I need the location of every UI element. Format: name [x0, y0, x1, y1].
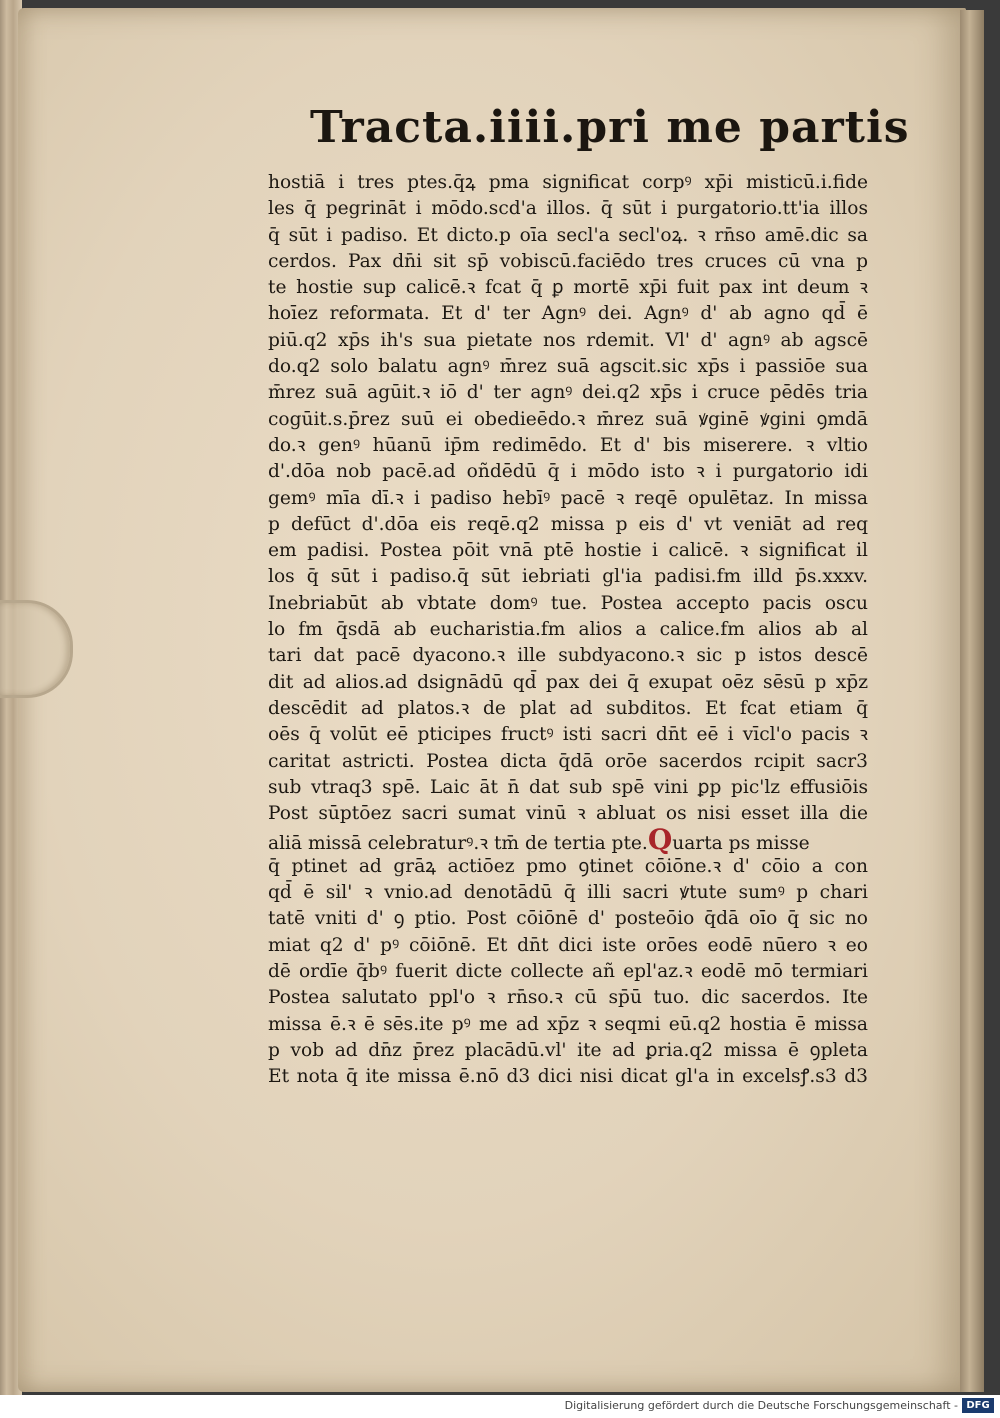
text-line: cerdos. Pax dn̄i sit sp̄ vobiscū.faciēdo tres cruces cū vna p — [268, 250, 868, 272]
text-line: dē ordīe q̄bꝰ fuerit dicte collecte añ epl'az.ꝛ eodē mō termiari — [268, 960, 868, 982]
text-line: tatē vniti d' ꝯ ptio. Post cōiōnē d' posteōio q̄dā oīo q̄ sic no — [268, 908, 868, 930]
text-line: Postea salutato ppl'o ꝛ rn̄so.ꝛ cū sp̄ū tuo. dic sacerdos. Ite — [268, 987, 868, 1009]
text-line: los q̄ sūt i padiso.q̄ sūt iebriati gl'ia padisi.fm illd p̄s.xxxv. — [268, 566, 868, 588]
text-line: oēs q̄ volūt eē pticipes fructꝰ isti sacri dn̄t eē i vīcl'o pacis ꝛ — [268, 724, 868, 746]
text-line: Inebriabūt ab vbtate domꝰ tue. Postea accepto pacis oscu — [268, 592, 868, 614]
text-line: descēdit ad platos.ꝛ de plat ad subditos. Et fcat etiam q̄ — [268, 697, 868, 719]
text-line: m̄rez suā agūit.ꝛ iō d' ter agnꝰ dei.q2 xp̄s i cruce pēdēs tria — [268, 382, 868, 404]
text-line: hostiā i tres ptes.q̄ꝝ pma significat corpꝰ xp̄i misticū.i.fide — [268, 172, 868, 193]
text-line: hoīez reformata. Et d' ter Agnꝰ dei. Agnꝰ d' ab agno qd̄ ē — [268, 303, 868, 325]
funding-credit: Digitalisierung gefördert durch die Deutsche Forschungsgemeinschaft - — [564, 1399, 958, 1412]
body-text — [268, 170, 868, 1090]
text-line: Et nota q̄ ite missa ē.nō d3 dici nisi dicat gl'a in excelsꝭ.s3 d3 — [268, 1066, 868, 1088]
text-line: lo fm q̄sdā ab eucharistia.fm alios a calice.fm alios ab al — [268, 619, 868, 641]
text-line: caritat astricti. Postea dicta q̄dā orōe sacerdos rcipit sacr3 — [268, 750, 868, 772]
right-binding-edge — [960, 10, 984, 1392]
text-line: Post sūptōez sacri sumat vinū ꝛ abluat os nisi esset illa die — [268, 803, 868, 825]
text-line: missa ē.ꝛ ē sēs.ite pꝰ me ad xp̄z ꝛ seqmi eū.q2 hostia ē missa — [268, 1013, 868, 1035]
text-line: gemꝰ mīa dī.ꝛ i padiso hebīꝰ pacē ꝛ reqē opulētaz. In missa — [268, 487, 868, 509]
text-line-with-rubric — [268, 827, 868, 853]
text-line-tail: uarta ps misse — [672, 833, 810, 854]
text-line: p vob ad dn̄z p̄rez placādū.vl' ite ad ꝑria.q2 missa ē ꝯpleta — [268, 1039, 868, 1061]
text-line: cogūit.s.p̄rez suū ei obedieēdo.ꝛ m̄rez suā ꝟginē ꝟgini ꝯmdā — [268, 408, 868, 430]
dfg-logo: DFG — [962, 1398, 994, 1413]
text-line: miat q2 d' pꝰ cōiōnē. Et dn̄t dici iste orōes eodē nūero ꝛ eo — [268, 934, 868, 956]
text-line: les q̄ pegrināt i mōdo.scd'a illos. q̄ sūt i purgatorio.tt'ia illos — [268, 198, 868, 220]
text-line: sub vtraq3 spē. Laic āt n̄ dat sub spē vini ꝑp pic'lz effusiōis — [268, 776, 868, 798]
text-line: qd̄ ē sil' ꝛ vnio.ad denotādū q̄ illi sacri ꝟtute sumꝰ p chari — [268, 882, 868, 904]
text-line: d'.dōa nob pacē.ad oñdēdū q̄ i mōdo isto ꝛ i purgatorio idi — [268, 461, 868, 483]
text-line: p defūct d'.dōa eis reqē.q2 missa p eis d' vt veniāt ad req — [268, 513, 868, 535]
text-line: em padisi. Postea pōit vnā ptē hostie i calicē. ꝛ significat il — [268, 540, 868, 562]
text-line: tari dat pacē dyacono.ꝛ ille subdyacono.ꝛ sic p istos descē — [268, 645, 868, 667]
text-line: piū.q2 xp̄s ih's sua pietate nos rdemit. Vl' d' agnꝰ ab agscē — [268, 329, 868, 351]
rubricated-initial: Q — [647, 827, 673, 854]
text-line: do.q2 solo balatu agnꝰ m̄rez suā agscit.sic xp̄s i passiōe sua — [268, 356, 868, 378]
text-line-head: aliā missā celebraturꝰ.ꝛ tm̄ de tertia pte. — [268, 833, 648, 854]
running-header: Tracta.iiii.pri me partis — [310, 102, 910, 153]
text-line: q̄ ptinet ad grāꝝ actiōez pmo ꝯtinet cōiōne.ꝛ d' cōio a con — [268, 855, 868, 877]
text-line: do.ꝛ genꝰ hūanū ip̄m redimēdo. Et d' bis miserere. ꝛ vltio — [268, 434, 868, 456]
text-line: dit ad alios.ad dsignādū qd̄ pax dei q̄ exupat oēz sēsū p xp̄z — [268, 671, 868, 693]
text-line: q̄ sūt i padiso. Et dicto.p oīa secl'a secl'oꝝ. ꝛ rn̄so amē.dic sa — [268, 224, 868, 246]
text-line: te hostie sup calicē.ꝛ fcat q̄ ꝑ mortē xp̄i fuit pax int deum ꝛ — [268, 277, 868, 299]
